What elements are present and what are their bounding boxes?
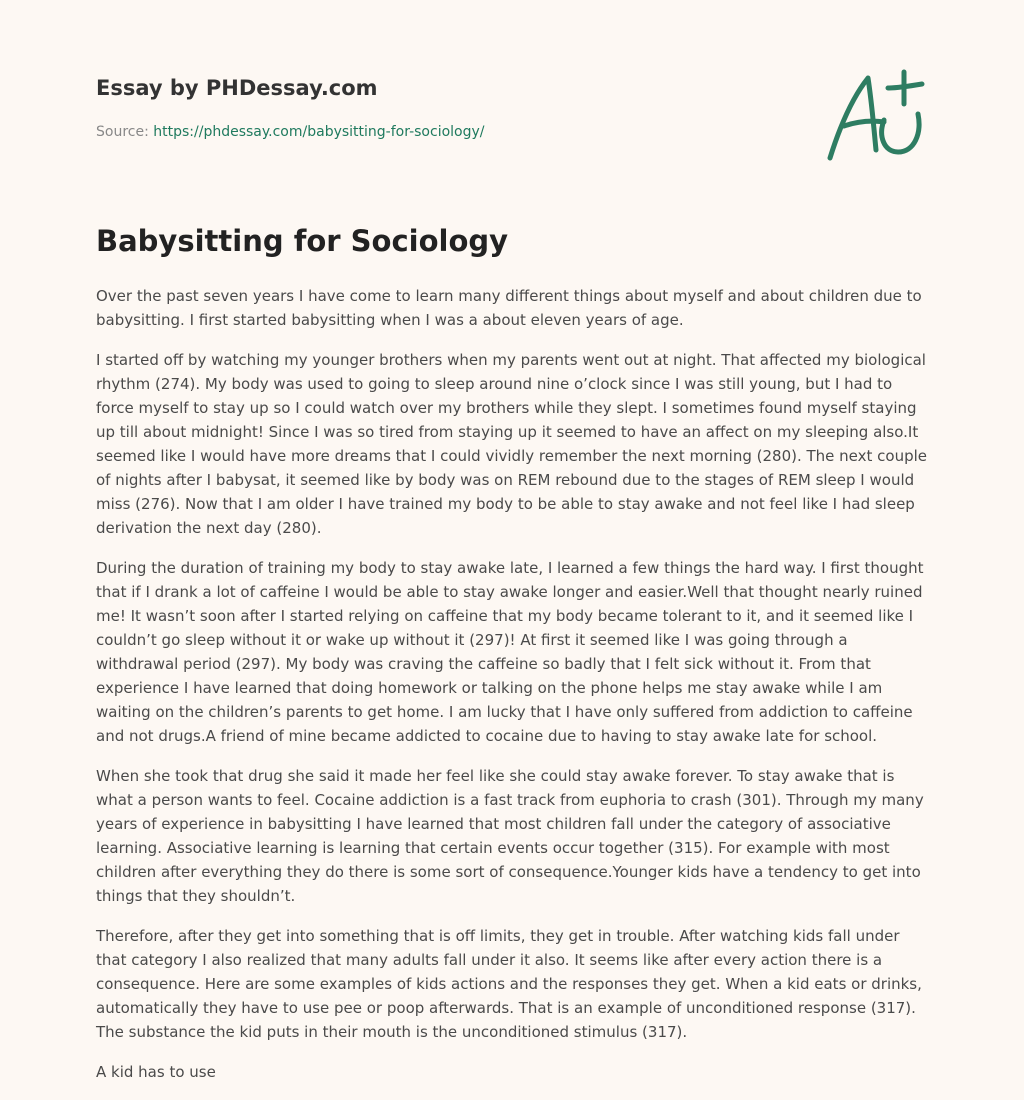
essay-paragraph: During the duration of training my body to stay awake late, I learned a few things the hard way. I first thought that if I drank a lot of caffeine I would be able to stay awake longer and easier.Well that thought nearly ruined me! It wasn’t soon after I started relying on caffeine that my body became tolerant to it, and it seemed like I couldn’t go sleep without it or wake up without it (297)! At first it seemed like I was going through a withdrawal period (297). My body was craving the caffeine so badly that I felt sick without it. From that experience I have learned that doing homework or talking on the phone helps me stay awake while I am waiting on the children’s parents to get home. I am lucky that I have only suffered from addiction to caffeine and not drugs.A friend of mine became addicted to cocaine due to having to stay awake late for school.	[96, 559, 924, 745]
essay-paragraph: Over the past seven years I have come to learn many different things about myself and about children due to babysitting. I first started babysitting when I was a about eleven years of age.	[96, 287, 922, 329]
source-link[interactable]: https://phdessay.com/babysitting-for-sociology/	[153, 124, 485, 140]
essay-paragraph: When she took that drug she said it made her feel like she could stay awake forever. To stay awake that is what a person wants to feel. Cocaine addiction is a fast track from euphoria to crash (301). Through my many years of experience in babysitting I have learned that most children fall under the category of associative learning. Associative learning is learning that certain events occur together (315). For example with most children after everything they do there is some sort of consequence.Younger kids have a tendency to get into things that they shouldn’t.	[96, 767, 924, 905]
essay-paragraph: I started off by watching my younger brothers when my parents went out at night. That affected my biological rhythm (274). My body was used to going to sleep around nine o’clock since I was still young, but I had to force myself to stay up so I could watch over my brothers while they slept. I sometimes found myself staying up till about midnight! Since I was so tired from staying up it seemed to have an affect on my sleeping also.It seemed like I would have more dreams that I could vividly remember the next morning (280). The next couple of nights after I babysat, it seemed like by body was on REM rebound due to the stages of REM sleep I would miss (276). Now that I am older I have trained my body to be able to stay awake and not feel like I had sleep derivation the next day (280).	[96, 351, 928, 537]
source-line	[96, 124, 485, 140]
site-title: Essay by PHDessay.com	[96, 76, 378, 100]
essay-body	[96, 284, 930, 1100]
source-label: Source:	[96, 124, 149, 140]
essay-title: Babysitting for Sociology	[96, 224, 509, 258]
essay-paragraph: Therefore, after they get into something that is off limits, they get in trouble. After watching kids fall under that category I also realized that many adults fall under it also. It seems like after every action there is a consequence. Here are some examples of kids actions and the responses they get. When a kid eats or drinks, automatically they have to use pee or poop afterwards. That is an example of unconditioned response (317). The substance the kid puts in their mouth is the unconditioned stimulus (317).	[96, 927, 922, 1041]
a-plus-logo-icon	[818, 64, 934, 168]
essay-paragraph: A kid has to use	[96, 1063, 216, 1081]
